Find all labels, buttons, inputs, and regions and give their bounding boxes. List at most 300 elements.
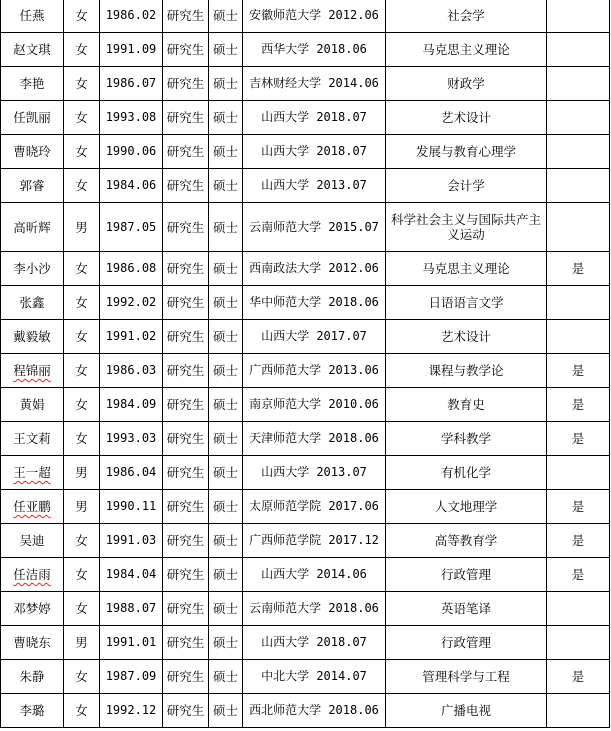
- major-cell-text: 管理科学与工程: [422, 669, 510, 684]
- gender-cell-text: 女: [75, 703, 88, 718]
- birth-date-cell-text: 1991.03: [105, 533, 157, 547]
- graduate-school-cell: [243, 354, 386, 388]
- degree-cell-text: 硕士: [212, 431, 238, 446]
- major-cell: [386, 456, 547, 490]
- gender-cell: [64, 694, 100, 728]
- birth-date-cell: [100, 354, 163, 388]
- major-cell: [386, 626, 547, 660]
- name-cell-text: 邓梦婷: [13, 601, 51, 616]
- flag-cell: [547, 354, 610, 388]
- birth-date-cell: [100, 135, 163, 169]
- education-cell-text: 研究生: [166, 329, 205, 344]
- name-cell-text: 任亚鹏: [13, 499, 51, 514]
- flag-cell-text: 是: [571, 261, 585, 276]
- birth-date-cell-text: 1986.08: [105, 261, 157, 275]
- graduate-school-cell: [243, 558, 386, 592]
- degree-cell: [209, 558, 243, 592]
- birth-date-cell-text: 1984.06: [105, 178, 157, 192]
- name-cell-text: 朱静: [19, 669, 45, 684]
- major-cell: [386, 660, 547, 694]
- birth-date-cell: [100, 320, 163, 354]
- gender-cell-text: 女: [75, 144, 88, 159]
- graduate-school-cell: [243, 660, 386, 694]
- major-cell: [386, 694, 547, 728]
- graduate-school-cell: [243, 320, 386, 354]
- birth-date-cell: [100, 626, 163, 660]
- gender-cell-text: 女: [75, 397, 88, 412]
- table-row: [1, 694, 610, 728]
- degree-cell: [209, 101, 243, 135]
- name-cell: [1, 0, 64, 33]
- graduate-school-cell-text: 山西大学 2014.06: [261, 567, 367, 581]
- major-cell: [386, 101, 547, 135]
- name-cell-text: 张鑫: [19, 295, 45, 310]
- degree-cell-text: 硕士: [212, 465, 238, 480]
- major-cell-text: 人文地理学: [434, 499, 498, 514]
- birth-date-cell-text: 1988.07: [105, 601, 157, 615]
- graduate-school-cell: [243, 490, 386, 524]
- flag-cell: [547, 320, 610, 354]
- major-cell-text: 英语笔译: [440, 601, 491, 616]
- major-cell-text: 学科教学: [440, 431, 491, 446]
- degree-cell-text: 硕士: [212, 635, 238, 650]
- education-cell: [163, 388, 209, 422]
- gender-cell: [64, 320, 100, 354]
- gender-cell: [64, 422, 100, 456]
- education-cell-text: 研究生: [166, 363, 205, 378]
- flag-cell-text: 是: [571, 431, 585, 446]
- table-body: [1, 0, 610, 728]
- birth-date-cell-text: 1991.01: [105, 635, 157, 649]
- name-cell: [1, 203, 64, 252]
- degree-cell-text: 硕士: [212, 329, 238, 344]
- major-cell-text: 马克思主义理论: [422, 42, 510, 57]
- gender-cell: [64, 524, 100, 558]
- table-row: [1, 558, 610, 592]
- graduate-school-cell-text: 吉林财经大学 2014.06: [249, 76, 379, 90]
- table-row: [1, 354, 610, 388]
- flag-cell-text: 是: [571, 669, 585, 684]
- degree-cell: [209, 524, 243, 558]
- table-row: [1, 169, 610, 203]
- birth-date-cell: [100, 592, 163, 626]
- name-cell: [1, 558, 64, 592]
- degree-cell-text: 硕士: [212, 397, 238, 412]
- birth-date-cell-text: 1993.03: [105, 431, 157, 445]
- name-cell-text: 戴毅敏: [13, 329, 51, 344]
- name-cell-text: 李璐: [19, 703, 45, 718]
- education-cell: [163, 694, 209, 728]
- flag-cell-text: 是: [571, 397, 585, 412]
- name-cell-text: 高昕辉: [13, 219, 51, 235]
- birth-date-cell-text: 1991.09: [105, 42, 157, 56]
- education-cell: [163, 320, 209, 354]
- graduate-school-cell-text: 山西大学 2018.07: [261, 144, 367, 158]
- graduate-school-cell-text: 天津师范大学 2018.06: [249, 431, 379, 445]
- gender-cell: [64, 286, 100, 320]
- degree-cell: [209, 203, 243, 252]
- name-cell: [1, 67, 64, 101]
- gender-cell-text: 女: [75, 669, 88, 684]
- name-cell: [1, 101, 64, 135]
- major-cell: [386, 524, 547, 558]
- gender-cell-text: 女: [75, 329, 88, 344]
- education-cell: [163, 33, 209, 67]
- flag-cell: [547, 286, 610, 320]
- gender-cell: [64, 558, 100, 592]
- degree-cell-text: 硕士: [212, 669, 238, 684]
- name-cell-text: 曹晓东: [13, 635, 51, 650]
- major-cell: [386, 320, 547, 354]
- degree-cell-text: 硕士: [212, 703, 238, 718]
- major-cell-text: 有机化学: [440, 465, 491, 480]
- birth-date-cell-text: 1990.11: [105, 499, 157, 513]
- gender-cell: [64, 592, 100, 626]
- education-cell: [163, 456, 209, 490]
- education-cell: [163, 169, 209, 203]
- gender-cell-text: 女: [75, 76, 88, 91]
- major-cell: [386, 592, 547, 626]
- flag-cell: [547, 558, 610, 592]
- flag-cell: [547, 388, 610, 422]
- birth-date-cell-text: 1993.08: [105, 110, 157, 124]
- graduate-school-cell: [243, 524, 386, 558]
- birth-date-cell: [100, 203, 163, 252]
- degree-cell-text: 硕士: [212, 499, 238, 514]
- degree-cell: [209, 388, 243, 422]
- birth-date-cell: [100, 456, 163, 490]
- flag-cell: [547, 592, 610, 626]
- degree-cell: [209, 422, 243, 456]
- degree-cell-text: 硕士: [212, 178, 238, 193]
- gender-cell: [64, 33, 100, 67]
- major-cell: [386, 0, 547, 33]
- name-cell: [1, 354, 64, 388]
- graduate-school-cell: [243, 67, 386, 101]
- name-cell: [1, 694, 64, 728]
- major-cell: [386, 422, 547, 456]
- graduate-school-cell: [243, 592, 386, 626]
- graduate-school-cell: [243, 694, 386, 728]
- education-cell: [163, 660, 209, 694]
- education-cell: [163, 592, 209, 626]
- education-cell-text: 研究生: [166, 8, 205, 23]
- education-cell: [163, 524, 209, 558]
- degree-cell: [209, 660, 243, 694]
- graduate-school-cell: [243, 0, 386, 33]
- name-cell-text: 程锦丽: [13, 363, 51, 378]
- gender-cell-text: 男: [75, 219, 88, 235]
- name-cell-text: 郭睿: [19, 178, 45, 193]
- flag-cell: [547, 252, 610, 286]
- education-cell-text: 研究生: [166, 295, 205, 310]
- flag-cell: [547, 67, 610, 101]
- education-cell-text: 研究生: [166, 703, 205, 718]
- major-cell: [386, 67, 547, 101]
- major-cell-text: 课程与教学论: [428, 363, 504, 378]
- birth-date-cell-text: 1984.04: [105, 567, 157, 581]
- graduate-school-cell-text: 广西师范学院 2017.12: [249, 533, 379, 547]
- table-row: [1, 33, 610, 67]
- gender-cell-text: 女: [75, 431, 88, 446]
- table-row: [1, 422, 610, 456]
- table-row: [1, 592, 610, 626]
- name-cell-text: 吴迪: [19, 533, 45, 548]
- graduate-school-cell-text: 广西师范大学 2013.06: [249, 363, 379, 377]
- name-cell-text: 王文莉: [13, 431, 51, 446]
- table-row: [1, 660, 610, 694]
- education-cell-text: 研究生: [166, 567, 205, 582]
- graduate-school-cell-text: 山西大学 2018.07: [261, 110, 367, 124]
- flag-cell: [547, 33, 610, 67]
- gender-cell: [64, 169, 100, 203]
- birth-date-cell: [100, 490, 163, 524]
- degree-cell: [209, 135, 243, 169]
- major-cell-text: 日语语言文学: [428, 295, 504, 310]
- graduate-school-cell-text: 南京师范大学 2010.06: [249, 397, 379, 411]
- degree-cell-text: 硕士: [212, 110, 238, 125]
- flag-cell: [547, 660, 610, 694]
- degree-cell: [209, 592, 243, 626]
- education-cell-text: 研究生: [166, 499, 205, 514]
- degree-cell-text: 硕士: [212, 295, 238, 310]
- gender-cell-text: 女: [75, 533, 88, 548]
- degree-cell: [209, 33, 243, 67]
- education-cell: [163, 203, 209, 252]
- major-cell: [386, 490, 547, 524]
- graduate-school-cell-text: 华中师范大学 2018.06: [249, 295, 379, 309]
- name-cell: [1, 490, 64, 524]
- graduate-school-cell-text: 安徽师范大学 2012.06: [249, 8, 379, 22]
- education-cell-text: 研究生: [166, 669, 205, 684]
- flag-cell: [547, 490, 610, 524]
- degree-cell-text: 硕士: [212, 363, 238, 378]
- degree-cell-text: 硕士: [212, 42, 238, 57]
- birth-date-cell-text: 1991.02: [105, 329, 157, 343]
- education-cell: [163, 490, 209, 524]
- major-cell: [386, 169, 547, 203]
- major-cell: [386, 203, 547, 252]
- education-cell-text: 研究生: [166, 635, 205, 650]
- table-row: [1, 490, 610, 524]
- major-cell-text: 教育史: [447, 397, 485, 412]
- name-cell-text: 黄娟: [19, 397, 45, 412]
- gender-cell-text: 女: [75, 295, 88, 310]
- education-cell-text: 研究生: [166, 219, 205, 235]
- gender-cell: [64, 354, 100, 388]
- degree-cell: [209, 169, 243, 203]
- name-cell: [1, 286, 64, 320]
- major-cell-text: 广播电视: [440, 703, 491, 718]
- name-cell: [1, 524, 64, 558]
- table-row: [1, 626, 610, 660]
- graduate-school-cell: [243, 169, 386, 203]
- gender-cell-text: 女: [75, 42, 88, 57]
- gender-cell: [64, 252, 100, 286]
- gender-cell: [64, 388, 100, 422]
- graduate-school-cell-text: 山西大学 2018.07: [261, 635, 367, 649]
- table-row: [1, 252, 610, 286]
- gender-cell: [64, 203, 100, 252]
- flag-cell-text: 是: [571, 499, 585, 514]
- birth-date-cell: [100, 33, 163, 67]
- name-cell-text: 王一超: [13, 465, 51, 480]
- graduate-school-cell: [243, 422, 386, 456]
- name-cell: [1, 626, 64, 660]
- graduate-school-cell: [243, 626, 386, 660]
- birth-date-cell-text: 1986.03: [105, 363, 157, 377]
- education-cell-text: 研究生: [166, 261, 205, 276]
- graduate-school-cell-text: 云南师范大学 2015.07: [249, 219, 379, 234]
- graduate-school-cell: [243, 135, 386, 169]
- name-cell: [1, 135, 64, 169]
- degree-cell: [209, 0, 243, 33]
- graduate-school-cell-text: 西南政法大学 2012.06: [249, 261, 379, 275]
- degree-cell: [209, 626, 243, 660]
- birth-date-cell: [100, 286, 163, 320]
- graduate-school-cell-text: 太原师范学院 2017.06: [249, 499, 379, 513]
- birth-date-cell-text: 1986.04: [105, 465, 157, 479]
- name-cell: [1, 660, 64, 694]
- education-cell: [163, 252, 209, 286]
- degree-cell: [209, 320, 243, 354]
- education-cell-text: 研究生: [166, 533, 205, 548]
- major-cell-text: 会计学: [447, 178, 485, 193]
- gender-cell-text: 男: [75, 499, 88, 514]
- flag-cell: [547, 422, 610, 456]
- major-cell-text: 马克思主义理论: [422, 261, 510, 276]
- birth-date-cell-text: 1987.05: [105, 219, 157, 234]
- major-cell-text: 科学社会主义与国际共产主义运动: [390, 212, 541, 242]
- name-cell: [1, 592, 64, 626]
- major-cell-text: 社会学: [447, 8, 485, 23]
- education-cell: [163, 101, 209, 135]
- degree-cell: [209, 354, 243, 388]
- degree-cell: [209, 456, 243, 490]
- gender-cell-text: 男: [75, 635, 88, 650]
- degree-cell-text: 硕士: [212, 219, 238, 235]
- birth-date-cell: [100, 169, 163, 203]
- gender-cell: [64, 0, 100, 33]
- major-cell-text: 行政管理: [440, 635, 491, 650]
- birth-date-cell-text: 1986.02: [105, 8, 157, 22]
- major-cell-text: 财政学: [447, 76, 485, 91]
- graduate-school-cell-text: 西北师范大学 2018.06: [249, 703, 379, 717]
- gender-cell-text: 女: [75, 567, 88, 582]
- graduate-school-cell: [243, 388, 386, 422]
- flag-cell-text: 是: [571, 567, 585, 582]
- degree-cell: [209, 252, 243, 286]
- education-cell: [163, 422, 209, 456]
- birth-date-cell: [100, 252, 163, 286]
- major-cell: [386, 286, 547, 320]
- gender-cell-text: 女: [75, 363, 88, 378]
- flag-cell: [547, 135, 610, 169]
- birth-date-cell: [100, 0, 163, 33]
- birth-date-cell-text: 1990.06: [105, 144, 157, 158]
- major-cell-text: 高等教育学: [434, 533, 498, 548]
- education-cell-text: 研究生: [166, 42, 205, 57]
- name-cell-text: 任燕: [19, 8, 45, 23]
- graduate-school-cell: [243, 252, 386, 286]
- education-cell: [163, 135, 209, 169]
- major-cell: [386, 33, 547, 67]
- name-cell: [1, 169, 64, 203]
- table-row: [1, 320, 610, 354]
- name-cell: [1, 388, 64, 422]
- birth-date-cell: [100, 67, 163, 101]
- name-cell-text: 李艳: [19, 76, 45, 91]
- degree-cell-text: 硕士: [212, 76, 238, 91]
- flag-cell: [547, 626, 610, 660]
- birth-date-cell-text: 1987.09: [105, 669, 157, 683]
- graduate-school-cell-text: 山西大学 2013.07: [261, 465, 367, 479]
- table-row: [1, 135, 610, 169]
- flag-cell: [547, 694, 610, 728]
- gender-cell-text: 女: [75, 178, 88, 193]
- major-cell: [386, 252, 547, 286]
- table-row: [1, 203, 610, 252]
- flag-cell-text: 是: [571, 533, 585, 548]
- graduate-school-cell-text: 中北大学 2014.07: [261, 669, 367, 683]
- birth-date-cell: [100, 694, 163, 728]
- name-cell: [1, 422, 64, 456]
- education-cell-text: 研究生: [166, 431, 205, 446]
- flag-cell: [547, 169, 610, 203]
- degree-cell-text: 硕士: [212, 533, 238, 548]
- birth-date-cell: [100, 422, 163, 456]
- gender-cell: [64, 101, 100, 135]
- degree-cell-text: 硕士: [212, 601, 238, 616]
- education-cell-text: 研究生: [166, 601, 205, 616]
- birth-date-cell-text: 1984.09: [105, 397, 157, 411]
- gender-cell: [64, 626, 100, 660]
- table-row: [1, 101, 610, 135]
- education-cell-text: 研究生: [166, 178, 205, 193]
- flag-cell: [547, 0, 610, 33]
- flag-cell: [547, 524, 610, 558]
- major-cell-text: 发展与教育心理学: [415, 144, 516, 159]
- name-cell-text: 赵文琪: [13, 42, 51, 57]
- name-cell: [1, 33, 64, 67]
- birth-date-cell: [100, 101, 163, 135]
- table-row: [1, 67, 610, 101]
- graduate-school-cell-text: 云南师范大学 2018.06: [249, 601, 379, 615]
- education-cell-text: 研究生: [166, 144, 205, 159]
- degree-cell-text: 硕士: [212, 8, 238, 23]
- gender-cell: [64, 490, 100, 524]
- graduate-school-cell: [243, 456, 386, 490]
- name-cell-text: 曹晓玲: [13, 144, 51, 159]
- graduate-school-cell-text: 西华大学 2018.06: [261, 42, 367, 56]
- degree-cell-text: 硕士: [212, 261, 238, 276]
- flag-cell: [547, 203, 610, 252]
- flag-cell: [547, 456, 610, 490]
- name-cell: [1, 252, 64, 286]
- graduate-school-cell: [243, 33, 386, 67]
- flag-cell: [547, 101, 610, 135]
- birth-date-cell-text: 1992.02: [105, 295, 157, 309]
- education-cell-text: 研究生: [166, 76, 205, 91]
- birth-date-cell: [100, 660, 163, 694]
- major-cell: [386, 354, 547, 388]
- flag-cell-text: 是: [571, 363, 585, 378]
- graduate-school-cell-text: 山西大学 2013.07: [261, 178, 367, 192]
- graduate-school-cell: [243, 101, 386, 135]
- table-row: [1, 524, 610, 558]
- name-cell-text: 任凯丽: [13, 110, 51, 125]
- gender-cell-text: 女: [75, 110, 88, 125]
